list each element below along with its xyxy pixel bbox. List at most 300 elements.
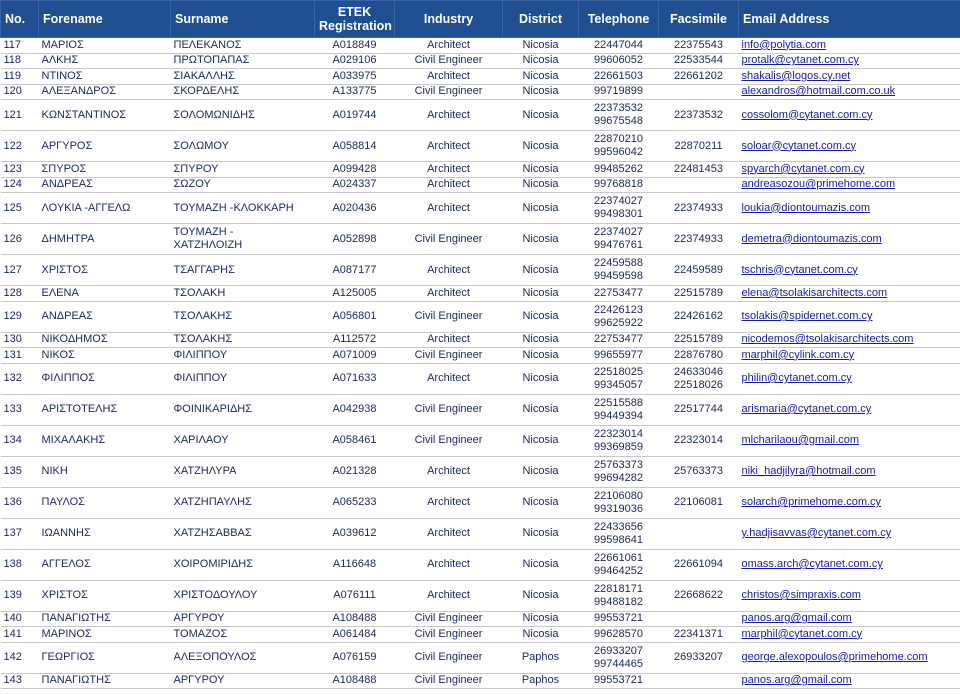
cell-telephone-line1: 22373532 <box>594 102 643 114</box>
cell-registration: Α039612 <box>315 518 395 549</box>
cell-industry: Civil Engineer <box>395 301 503 332</box>
cell-facsimile: 22533544 <box>659 53 739 69</box>
table-row <box>1 286 960 302</box>
cell-district: Nicosia <box>503 286 579 302</box>
table-row <box>1 580 960 611</box>
cell-surname: ΑΛΕΞΟΠΟΥΛΟΣ <box>171 642 315 673</box>
cell-facsimile: 22374933 <box>659 224 739 255</box>
cell-district: Nicosia <box>503 456 579 487</box>
cell-surname: ΑΡΓΥΡΟΥ <box>171 673 315 689</box>
cell-surname: ΤΟΥΜΑΖΗ -ΚΛΟΚΚΑΡΗ <box>171 193 315 224</box>
table-row <box>1 363 960 394</box>
cell-telephone <box>579 518 659 549</box>
cell-district: Nicosia <box>503 193 579 224</box>
cell-forename: ΕΛΕΝΑ <box>39 286 171 302</box>
cell-industry: Civil Engineer <box>395 53 503 69</box>
cell-registration: Α056801 <box>315 301 395 332</box>
cell-forename: ΑΛΕΞΑΝΔΡΟΣ <box>39 84 171 100</box>
cell-facsimile <box>659 177 739 193</box>
cell-forename: ΜΑΡΙΝΟΣ <box>39 627 171 643</box>
cell-surname: ΧΟΙΡΟΜΙΡΙΔΗΣ <box>171 549 315 580</box>
table-row <box>1 673 960 689</box>
table-row <box>1 425 960 456</box>
cell-telephone-line1: 22818171 <box>594 582 643 595</box>
cell-telephone: 99485262 <box>579 162 659 178</box>
cell-facsimile-line2: 22518026 <box>674 378 723 391</box>
cell-industry: Civil Engineer <box>395 348 503 364</box>
cell-telephone-line2: 99369859 <box>594 440 643 453</box>
cell-industry: Civil Engineer <box>395 673 503 689</box>
cell-telephone <box>579 131 659 162</box>
cell-telephone-line1: 22515588 <box>594 396 643 409</box>
cell-forename: ΝΤΙΝΟΣ <box>39 69 171 85</box>
cell-facsimile: 22374933 <box>659 193 739 224</box>
cell-forename: ΑΝΔΡΕΑΣ <box>39 177 171 193</box>
cell-no: 123 <box>1 162 39 178</box>
cell-district: Nicosia <box>503 100 579 131</box>
cell-telephone-line2: 99498301 <box>594 208 643 220</box>
cell-forename: ΑΛΚΗΣ <box>39 53 171 69</box>
table-row <box>1 549 960 580</box>
cell-telephone <box>579 580 659 611</box>
cell-facsimile: 26933207 <box>659 642 739 673</box>
cell-surname: ΣΠΥΡΟΥ <box>171 162 315 178</box>
cell-forename: ΠΑΝΑΓΙΩΤΗΣ <box>39 673 171 689</box>
cell-email[interactable]: andreasozou@primehome.com <box>739 177 960 193</box>
cell-email[interactable]: george.alexopoulos@primehome.com <box>739 642 960 673</box>
cell-forename: ΜΙΧΑΛΑΚΗΣ <box>39 425 171 456</box>
table-row <box>1 162 960 178</box>
cell-email[interactable]: cossolom@cytanet.com.cy <box>739 100 960 131</box>
cell-email[interactable]: elena@tsolakisarchitects.com <box>739 286 960 302</box>
cell-no: 124 <box>1 177 39 193</box>
cell-surname: ΠΕΛΕΚΑΝΟΣ <box>171 38 315 54</box>
cell-forename: ΜΑΡΙΟΣ <box>39 38 171 54</box>
cell-no: 137 <box>1 518 39 549</box>
cell-email[interactable]: arismaria@cytanet.com.cy <box>739 394 960 425</box>
cell-industry: Civil Engineer <box>395 642 503 673</box>
cell-telephone-line1: 26933207 <box>594 644 643 657</box>
cell-registration: Α125005 <box>315 286 395 302</box>
cell-no: 134 <box>1 425 39 456</box>
table-row <box>1 255 960 286</box>
cell-forename: ΝΙΚΟΣ <box>39 348 171 364</box>
cell-forename: ΑΓΓΕΛΟΣ <box>39 549 171 580</box>
col-header-no: No. <box>1 1 39 38</box>
cell-registration: Α042938 <box>315 394 395 425</box>
cell-telephone <box>579 255 659 286</box>
cell-no: 132 <box>1 363 39 394</box>
table-row <box>1 332 960 348</box>
cell-registration: Α076159 <box>315 642 395 673</box>
cell-no: 120 <box>1 84 39 100</box>
cell-industry: Architect <box>395 177 503 193</box>
cell-surname: ΑΡΓΥΡΟΥ <box>171 611 315 627</box>
cell-telephone-line2: 99488182 <box>594 595 643 608</box>
cell-registration: Α065233 <box>315 487 395 518</box>
cell-district: Nicosia <box>503 627 579 643</box>
cell-telephone-line1: 22661061 <box>594 551 643 564</box>
cell-telephone-line2: 99464252 <box>594 564 643 577</box>
cell-telephone-line1: 22518025 <box>594 365 643 378</box>
cell-telephone <box>579 193 659 224</box>
cell-registration: Α058814 <box>315 131 395 162</box>
cell-surname: ΣΚΟΡΔΕΛΗΣ <box>171 84 315 100</box>
cell-industry: Architect <box>395 255 503 286</box>
cell-registration: Α033975 <box>315 69 395 85</box>
cell-email[interactable]: protalk@cytanet.com.cy <box>739 53 960 69</box>
table-row <box>1 394 960 425</box>
cell-forename: ΣΠΥΡΟΣ <box>39 162 171 178</box>
cell-forename: ΚΩΝΣΤΑΝΤΙΝΟΣ <box>39 100 171 131</box>
cell-forename: ΔΗΜΗΤΡΑ <box>39 224 171 255</box>
cell-industry: Architect <box>395 332 503 348</box>
cell-district: Nicosia <box>503 425 579 456</box>
cell-industry: Architect <box>395 518 503 549</box>
cell-registration: Α029106 <box>315 53 395 69</box>
cell-district: Nicosia <box>503 611 579 627</box>
cell-email[interactable]: y.hadjisavvas@cytanet.com.cy <box>739 518 960 549</box>
cell-telephone-line2: 99345057 <box>594 378 643 391</box>
cell-industry: Architect <box>395 363 503 394</box>
cell-forename: ΝΙΚΗ <box>39 456 171 487</box>
cell-facsimile: 22459589 <box>659 255 739 286</box>
cell-email[interactable]: loukia@diontoumazis.com <box>739 193 960 224</box>
cell-no: 119 <box>1 69 39 85</box>
cell-telephone-line1: 25763373 <box>594 458 643 471</box>
cell-district: Nicosia <box>503 69 579 85</box>
cell-forename: ΑΡΓΥΡΟΣ <box>39 131 171 162</box>
col-header-facsimile: Facsimile <box>659 1 739 38</box>
cell-surname: ΦΟΙΝΙΚΑΡΙΔΗΣ <box>171 394 315 425</box>
cell-industry: Architect <box>395 286 503 302</box>
cell-industry: Architect <box>395 456 503 487</box>
table-row <box>1 38 960 54</box>
cell-forename: ΝΙΚΟΔΗΜΟΣ <box>39 332 171 348</box>
cell-telephone-line1: 22106080 <box>594 489 643 502</box>
cell-no: 127 <box>1 255 39 286</box>
cell-no: 136 <box>1 487 39 518</box>
cell-facsimile: 22341371 <box>659 627 739 643</box>
cell-telephone <box>579 549 659 580</box>
header-row <box>1 1 960 38</box>
cell-telephone-line1: 22870210 <box>594 133 643 145</box>
cell-telephone: 22661503 <box>579 69 659 85</box>
cell-no: 135 <box>1 456 39 487</box>
cell-surname: ΣΟΛΟΜΩΝΙΔΗΣ <box>171 100 315 131</box>
cell-email[interactable]: tschris@cytanet.com.cy <box>739 255 960 286</box>
cell-surname: ΣΩΖΟΥ <box>171 177 315 193</box>
cell-forename: ΓΕΩΡΓΙΟΣ <box>39 642 171 673</box>
table-row <box>1 301 960 332</box>
cell-telephone <box>579 363 659 394</box>
cell-no: 140 <box>1 611 39 627</box>
cell-surname: ΤΣΑΓΓΑΡΗΣ <box>171 255 315 286</box>
cell-surname: ΧΑΡΙΛΑΟΥ <box>171 425 315 456</box>
cell-email[interactable]: tsolakis@spidernet.com.cy <box>739 301 960 332</box>
cell-no: 141 <box>1 627 39 643</box>
cell-registration: Α108488 <box>315 611 395 627</box>
cell-telephone <box>579 642 659 673</box>
cell-district: Nicosia <box>503 301 579 332</box>
cell-facsimile: 22106081 <box>659 487 739 518</box>
cell-registration: Α052898 <box>315 224 395 255</box>
table-row <box>1 53 960 69</box>
cell-registration: Α021328 <box>315 456 395 487</box>
cell-telephone-line1: 22459588 <box>594 257 643 269</box>
cell-industry: Architect <box>395 193 503 224</box>
cell-telephone <box>579 301 659 332</box>
cell-surname: ΧΑΤΖΗΠΑΥΛΗΣ <box>171 487 315 518</box>
cell-telephone: 22447044 <box>579 38 659 54</box>
cell-telephone: 22753477 <box>579 286 659 302</box>
table-row <box>1 193 960 224</box>
cell-industry: Civil Engineer <box>395 394 503 425</box>
cell-district: Nicosia <box>503 224 579 255</box>
cell-district: Nicosia <box>503 348 579 364</box>
table-row <box>1 177 960 193</box>
cell-surname: ΤΣΟΛΑΚΗ <box>171 286 315 302</box>
table-row <box>1 627 960 643</box>
cell-district: Nicosia <box>503 38 579 54</box>
cell-telephone-line2: 99476761 <box>594 239 643 251</box>
cell-forename: ΙΩΑΝΝΗΣ <box>39 518 171 549</box>
cell-industry: Architect <box>395 38 503 54</box>
cell-industry: Architect <box>395 580 503 611</box>
cell-email[interactable]: mlcharilaou@gmail.com <box>739 425 960 456</box>
cell-facsimile <box>659 611 739 627</box>
cell-surname: ΤΟΜΑΖΟΣ <box>171 627 315 643</box>
table-row <box>1 348 960 364</box>
cell-no: 131 <box>1 348 39 364</box>
cell-forename: ΠΑΝΑΓΙΩΤΗΣ <box>39 611 171 627</box>
cell-no: 142 <box>1 642 39 673</box>
cell-facsimile <box>659 673 739 689</box>
cell-industry: Architect <box>395 162 503 178</box>
cell-district: Paphos <box>503 642 579 673</box>
cell-facsimile: 22668622 <box>659 580 739 611</box>
cell-email[interactable]: shakalis@logos.cy.net <box>739 69 960 85</box>
cell-industry: Civil Engineer <box>395 84 503 100</box>
cell-district: Nicosia <box>503 363 579 394</box>
col-header-surname: Surname <box>171 1 315 38</box>
cell-email[interactable]: panos.arg@gmail.com <box>739 611 960 627</box>
cell-email[interactable]: marphil@cytanet.com.cy <box>739 627 960 643</box>
cell-telephone: 22753477 <box>579 332 659 348</box>
cell-email[interactable]: panos.arg@gmail.com <box>739 673 960 689</box>
cell-surname: ΧΡΙΣΤΟΔΟΥΛΟΥ <box>171 580 315 611</box>
table-row <box>1 84 960 100</box>
cell-forename: ΑΝΔΡΕΑΣ <box>39 301 171 332</box>
table-row <box>1 100 960 131</box>
cell-facsimile: 22515789 <box>659 332 739 348</box>
table-row <box>1 611 960 627</box>
cell-no: 139 <box>1 580 39 611</box>
cell-surname: ΦΙΛΙΠΠΟΥ <box>171 348 315 364</box>
cell-registration: Α018849 <box>315 38 395 54</box>
cell-facsimile: 22375543 <box>659 38 739 54</box>
cell-email[interactable]: marphil@cylink.com.cy <box>739 348 960 364</box>
cell-district: Nicosia <box>503 549 579 580</box>
cell-surname-line2: ΧΑΤΖΗΛΟΙΖΗ <box>173 239 243 251</box>
cell-industry: Civil Engineer <box>395 425 503 456</box>
cell-forename: ΑΡΙΣΤΟΤΕΛΗΣ <box>39 394 171 425</box>
cell-registration: Α133775 <box>315 84 395 100</box>
cell-surname: ΤΣΟΛΑΚΗΣ <box>171 332 315 348</box>
cell-surname: ΦΙΛΙΠΠΟΥ <box>171 363 315 394</box>
table-row <box>1 224 960 255</box>
table-row <box>1 456 960 487</box>
table-row <box>1 69 960 85</box>
cell-telephone-line2: 99598641 <box>594 533 643 546</box>
cell-telephone-line1: 22323014 <box>594 427 643 440</box>
cell-no: 117 <box>1 38 39 54</box>
cell-registration: Α087177 <box>315 255 395 286</box>
col-header-registration: ETEK Registration <box>315 1 395 38</box>
cell-district: Nicosia <box>503 580 579 611</box>
col-header-district: District <box>503 1 579 38</box>
cell-telephone-line2: 99596042 <box>594 146 643 158</box>
col-header-telephone: Telephone <box>579 1 659 38</box>
cell-industry: Architect <box>395 487 503 518</box>
cell-no: 129 <box>1 301 39 332</box>
cell-telephone <box>579 487 659 518</box>
cell-district: Nicosia <box>503 131 579 162</box>
cell-email[interactable]: demetra@diontoumazis.com <box>739 224 960 255</box>
cell-industry: Architect <box>395 549 503 580</box>
cell-facsimile <box>659 84 739 100</box>
cell-telephone-line1: 22433656 <box>594 520 643 533</box>
cell-no: 143 <box>1 673 39 689</box>
cell-facsimile: 22876780 <box>659 348 739 364</box>
cell-email[interactable]: nicodemos@tsolakisarchitects.com <box>739 332 960 348</box>
cell-registration: Α024337 <box>315 177 395 193</box>
cell-telephone <box>579 224 659 255</box>
cell-surname: ΠΡΩΤΟΠΑΠΑΣ <box>171 53 315 69</box>
cell-registration: Α099428 <box>315 162 395 178</box>
cell-telephone-line1: 22374027 <box>594 195 643 207</box>
cell-district: Nicosia <box>503 394 579 425</box>
cell-telephone-line1: 22374027 <box>594 226 643 238</box>
cell-forename: ΧΡΙΣΤΟΣ <box>39 255 171 286</box>
cell-surname: ΧΑΤΖΗΛΥΡΑ <box>171 456 315 487</box>
cell-forename: ΛΟΥΚΙΑ -ΑΓΓΕΛΩ <box>39 193 171 224</box>
cell-facsimile: 22515789 <box>659 286 739 302</box>
cell-surname: ΧΑΤΖΗΣΑΒΒΑΣ <box>171 518 315 549</box>
cell-telephone-line2: 99449394 <box>594 409 643 422</box>
cell-industry: Civil Engineer <box>395 627 503 643</box>
cell-registration: Α076111 <box>315 580 395 611</box>
cell-telephone <box>579 394 659 425</box>
cell-no: 122 <box>1 131 39 162</box>
table-row <box>1 518 960 549</box>
cell-facsimile: 22481453 <box>659 162 739 178</box>
cell-facsimile: 22870211 <box>659 131 739 162</box>
cell-telephone: 99719899 <box>579 84 659 100</box>
cell-telephone: 99768818 <box>579 177 659 193</box>
cell-no: 138 <box>1 549 39 580</box>
cell-telephone-line2: 99459598 <box>594 270 643 282</box>
cell-email[interactable]: alexandros@hotmail.com.co.uk <box>739 84 960 100</box>
cell-email[interactable]: niki_hadjilyra@hotmail.com <box>739 456 960 487</box>
cell-no: 128 <box>1 286 39 302</box>
cell-email[interactable]: omass.arch@cytanet.com.cy <box>739 549 960 580</box>
cell-industry: Civil Engineer <box>395 224 503 255</box>
cell-telephone <box>579 456 659 487</box>
cell-district: Nicosia <box>503 518 579 549</box>
cell-no: 126 <box>1 224 39 255</box>
cell-facsimile: 25763373 <box>659 456 739 487</box>
cell-surname: ΣΟΛΩΜΟΥ <box>171 131 315 162</box>
cell-telephone-line2: 99675548 <box>594 115 643 127</box>
cell-district: Nicosia <box>503 53 579 69</box>
cell-no: 133 <box>1 394 39 425</box>
cell-telephone-line2: 99319036 <box>594 502 643 515</box>
cell-forename: ΦΙΛΙΠΠΟΣ <box>39 363 171 394</box>
cell-telephone: 99553721 <box>579 611 659 627</box>
cell-forename: ΠΑΥΛΟΣ <box>39 487 171 518</box>
cell-registration: Α108488 <box>315 673 395 689</box>
cell-telephone-line2: 99694282 <box>594 471 643 484</box>
cell-facsimile: 22323014 <box>659 425 739 456</box>
cell-telephone <box>579 425 659 456</box>
col-header-email: Email Address <box>739 1 960 38</box>
cell-district: Nicosia <box>503 332 579 348</box>
cell-registration: Α061484 <box>315 627 395 643</box>
cell-industry: Architect <box>395 131 503 162</box>
cell-industry: Civil Engineer <box>395 611 503 627</box>
cell-email[interactable]: spyarch@cytanet.com.cy <box>739 162 960 178</box>
cell-surname: ΤΣΟΛΑΚΗΣ <box>171 301 315 332</box>
cell-facsimile <box>659 518 739 549</box>
col-header-forename: Forename <box>39 1 171 38</box>
cell-industry: Architect <box>395 100 503 131</box>
cell-facsimile: 22661202 <box>659 69 739 85</box>
cell-registration: Α116648 <box>315 549 395 580</box>
cell-industry: Architect <box>395 69 503 85</box>
cell-district: Nicosia <box>503 487 579 518</box>
cell-telephone <box>579 100 659 131</box>
cell-email[interactable]: christos@simpraxis.com <box>739 580 960 611</box>
cell-facsimile: 22373532 <box>659 100 739 131</box>
cell-email[interactable]: philin@cytanet.com.cy <box>739 363 960 394</box>
cell-email[interactable]: solarch@primehome.com.cy <box>739 487 960 518</box>
cell-email[interactable]: soloar@cytanet.com.cy <box>739 131 960 162</box>
cell-forename: ΧΡΙΣΤΟΣ <box>39 580 171 611</box>
cell-telephone: 99628570 <box>579 627 659 643</box>
cell-telephone: 99655977 <box>579 348 659 364</box>
cell-district: Nicosia <box>503 84 579 100</box>
cell-no: 121 <box>1 100 39 131</box>
cell-registration: Α019744 <box>315 100 395 131</box>
cell-no: 130 <box>1 332 39 348</box>
cell-telephone: 99606052 <box>579 53 659 69</box>
table-body <box>1 38 960 689</box>
cell-no: 125 <box>1 193 39 224</box>
cell-no: 118 <box>1 53 39 69</box>
cell-facsimile: 22426162 <box>659 301 739 332</box>
cell-facsimile: 22517744 <box>659 394 739 425</box>
cell-registration: Α112572 <box>315 332 395 348</box>
table-row <box>1 642 960 673</box>
cell-facsimile <box>659 363 739 394</box>
table-row <box>1 487 960 518</box>
cell-surname-line1: ΤΟΥΜΑΖΗ - <box>173 226 234 238</box>
table-row <box>1 131 960 162</box>
cell-surname: ΣΙΑΚΑΛΛΗΣ <box>171 69 315 85</box>
cell-facsimile: 22661094 <box>659 549 739 580</box>
cell-email[interactable]: info@polytia.com <box>739 38 960 54</box>
